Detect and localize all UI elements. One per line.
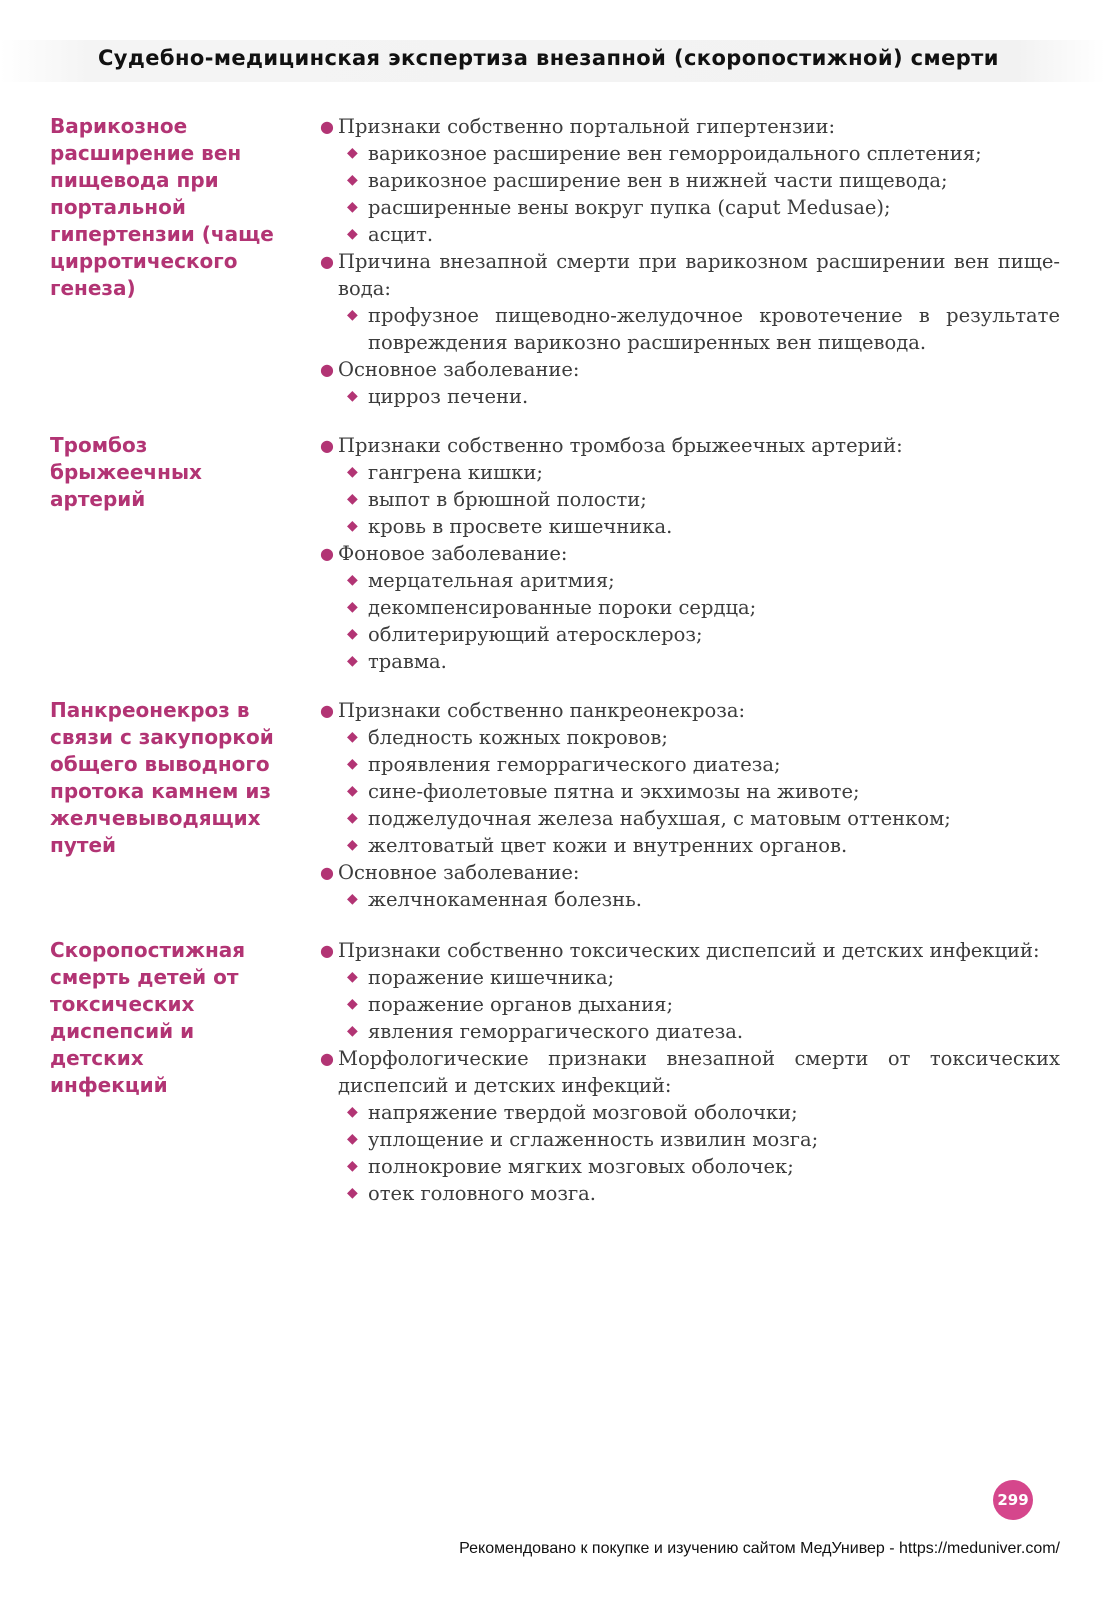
- bullet-icon: ●: [320, 436, 334, 455]
- sub-list-item: [320, 383, 1060, 410]
- list-item: [320, 697, 1060, 724]
- sub-list-item-text: проявления геморрагического диатеза;: [368, 753, 781, 776]
- sub-list-item-text: желтоватый цвет кожи и внутренних органов.: [368, 834, 848, 857]
- sub-list-item: [320, 778, 1060, 805]
- section-body: [320, 432, 1060, 675]
- diamond-bullet-icon: ◆: [347, 307, 358, 323]
- diamond-bullet-icon: ◆: [347, 653, 358, 669]
- diamond-bullet-icon: ◆: [347, 1158, 358, 1174]
- sub-list-item-text: асцит.: [368, 223, 434, 246]
- list-item-text: Причина внезапной смерти при варикозном расширении вен пище-вода:: [338, 250, 1060, 300]
- diamond-bullet-icon: ◆: [347, 199, 358, 215]
- sub-list-item: [320, 567, 1060, 594]
- sub-list-item-text: желчнокаменная болезнь.: [368, 888, 642, 911]
- sub-list-item: [320, 832, 1060, 859]
- sub-list-item-text: уплощение и сглаженность извилин мозга;: [368, 1128, 819, 1151]
- diamond-bullet-icon: ◆: [347, 837, 358, 853]
- footer-recommendation: Рекомендовано к покупке и изучению сайтом МедУнивер - https://meduniver.com/: [459, 1540, 1060, 1557]
- list-item: [320, 937, 1060, 964]
- sub-list-item: [320, 594, 1060, 621]
- sub-list-item-text: варикозное расширение вен геморроидального сплетения;: [368, 142, 982, 165]
- list-item-text: Признаки собственно панкреонекроза:: [338, 699, 746, 722]
- sub-list-item: [320, 1180, 1060, 1207]
- sub-list-item: [320, 751, 1060, 778]
- bullet-icon: ●: [320, 252, 334, 271]
- list-item-text: Основное заболевание:: [338, 861, 580, 884]
- section-title: Панкреонекроз в связи с закупоркой общего выводного протока камнем из желчевыводящих путей: [50, 698, 274, 857]
- sub-list-item: [320, 513, 1060, 540]
- diamond-bullet-icon: ◆: [347, 1104, 358, 1120]
- sub-list-item: [320, 167, 1060, 194]
- section-body: [320, 113, 1060, 410]
- sub-list-item: [320, 1018, 1060, 1045]
- sub-list-item-text: профузное пищеводно-желудочное кровотечение в результате повреждения варикозно расширенных вен пищевода.: [368, 304, 1060, 354]
- diamond-bullet-icon: ◆: [347, 1131, 358, 1147]
- section-title: Варикозное расширение вен пищевода при портальной гипертензии (чаще цирротического генеза): [50, 114, 274, 300]
- diamond-bullet-icon: ◆: [347, 1023, 358, 1039]
- sub-list-item-text: цирроз печени.: [368, 385, 529, 408]
- bullet-icon: ●: [320, 360, 334, 379]
- sub-list-item: [320, 1099, 1060, 1126]
- bullet-icon: ●: [320, 117, 334, 136]
- diamond-bullet-icon: ◆: [347, 464, 358, 480]
- list-item: [320, 248, 1060, 302]
- sub-list-item-text: кровь в просвете кишечника.: [368, 515, 673, 538]
- sub-list-item: [320, 805, 1060, 832]
- sub-list-item: [320, 1126, 1060, 1153]
- bullet-icon: ●: [320, 544, 334, 563]
- sub-list-item-text: сине-фиолетовые пятна и экхимозы на животе;: [368, 780, 860, 803]
- diamond-bullet-icon: ◆: [347, 518, 358, 534]
- sub-list-item: [320, 221, 1060, 248]
- sub-list-item: [320, 621, 1060, 648]
- list-item-text: Основное заболевание:: [338, 358, 580, 381]
- sub-list-item: [320, 302, 1060, 356]
- sub-list-item-text: бледность кожных покровов;: [368, 726, 668, 749]
- diamond-bullet-icon: ◆: [347, 226, 358, 242]
- sub-list-item-text: напряжение твердой мозговой оболочки;: [368, 1101, 798, 1124]
- bullet-icon: ●: [320, 1049, 334, 1068]
- bullet-icon: ●: [320, 701, 334, 720]
- list-item-text: Признаки собственно тромбоза брыжеечных артерий:: [338, 434, 903, 457]
- sub-list-item: [320, 886, 1060, 913]
- list-item: [320, 432, 1060, 459]
- sub-list-item-text: поражение органов дыхания;: [368, 993, 674, 1016]
- diamond-bullet-icon: ◆: [347, 891, 358, 907]
- sub-list-item-text: поджелудочная железа набухшая, с матовым оттенком;: [368, 807, 951, 830]
- bullet-icon: ●: [320, 863, 334, 882]
- section-body: [320, 937, 1060, 1207]
- diamond-bullet-icon: ◆: [347, 572, 358, 588]
- sub-list-item: [320, 194, 1060, 221]
- diamond-bullet-icon: ◆: [347, 145, 358, 161]
- diamond-bullet-icon: ◆: [347, 172, 358, 188]
- sub-list-item-text: мерцательная аритмия;: [368, 569, 615, 592]
- list-item-text: Морфологические признаки внезапной смерти от токсических диспепсий и детских инфекций:: [338, 1047, 1060, 1097]
- sub-list-item-text: явления геморрагического диатеза.: [368, 1020, 744, 1043]
- sub-list-item: [320, 964, 1060, 991]
- diamond-bullet-icon: ◆: [347, 599, 358, 615]
- page-title: Судебно-медицинская экспертиза внезапной (скоропостижной) смерти: [98, 46, 999, 70]
- list-item-text: Признаки собственно токсических диспепсий и детских инфекций:: [338, 939, 1040, 962]
- diamond-bullet-icon: ◆: [347, 756, 358, 772]
- diamond-bullet-icon: ◆: [347, 626, 358, 642]
- sub-list-item-text: полнокровие мягких мозговых оболочек;: [368, 1155, 794, 1178]
- list-item: [320, 356, 1060, 383]
- list-item: [320, 1045, 1060, 1099]
- sub-list-item-text: декомпенсированные пороки сердца;: [368, 596, 757, 619]
- diamond-bullet-icon: ◆: [347, 729, 358, 745]
- sub-list-item-text: варикозное расширение вен в нижней части пищевода;: [368, 169, 948, 192]
- sub-list-item: [320, 459, 1060, 486]
- sub-list-item: [320, 1153, 1060, 1180]
- sub-list-item-text: расширенные вены вокруг пупка (caput Medusae);: [368, 196, 891, 219]
- sub-list-item: [320, 724, 1060, 751]
- page-number-badge: 299: [993, 1480, 1033, 1520]
- sub-list-item-text: выпот в брюшной полости;: [368, 488, 647, 511]
- sub-list-item-text: отек головного мозга.: [368, 1182, 596, 1205]
- sub-list-item: [320, 140, 1060, 167]
- diamond-bullet-icon: ◆: [347, 491, 358, 507]
- bullet-icon: ●: [320, 941, 334, 960]
- list-item: [320, 859, 1060, 886]
- diamond-bullet-icon: ◆: [347, 783, 358, 799]
- list-item: [320, 540, 1060, 567]
- list-item-text: Признаки собственно портальной гипертензии:: [338, 115, 836, 138]
- section-title: Тромбоз брыжеечных артерий: [50, 433, 202, 511]
- diamond-bullet-icon: ◆: [347, 388, 358, 404]
- diamond-bullet-icon: ◆: [347, 969, 358, 985]
- sub-list-item-text: травма.: [368, 650, 447, 673]
- diamond-bullet-icon: ◆: [347, 996, 358, 1012]
- list-item-text: Фоновое заболевание:: [338, 542, 568, 565]
- sub-list-item: [320, 991, 1060, 1018]
- sub-list-item: [320, 648, 1060, 675]
- list-item: [320, 113, 1060, 140]
- diamond-bullet-icon: ◆: [347, 1185, 358, 1201]
- section-title: Скоропостижная смерть детей от токсических диспепсий и детских инфекций: [50, 938, 246, 1097]
- diamond-bullet-icon: ◆: [347, 810, 358, 826]
- sub-list-item-text: гангрена кишки;: [368, 461, 543, 484]
- section-body: [320, 697, 1060, 913]
- sub-list-item-text: поражение кишечника;: [368, 966, 615, 989]
- sub-list-item: [320, 486, 1060, 513]
- sub-list-item-text: облитерирующий атеросклероз;: [368, 623, 703, 646]
